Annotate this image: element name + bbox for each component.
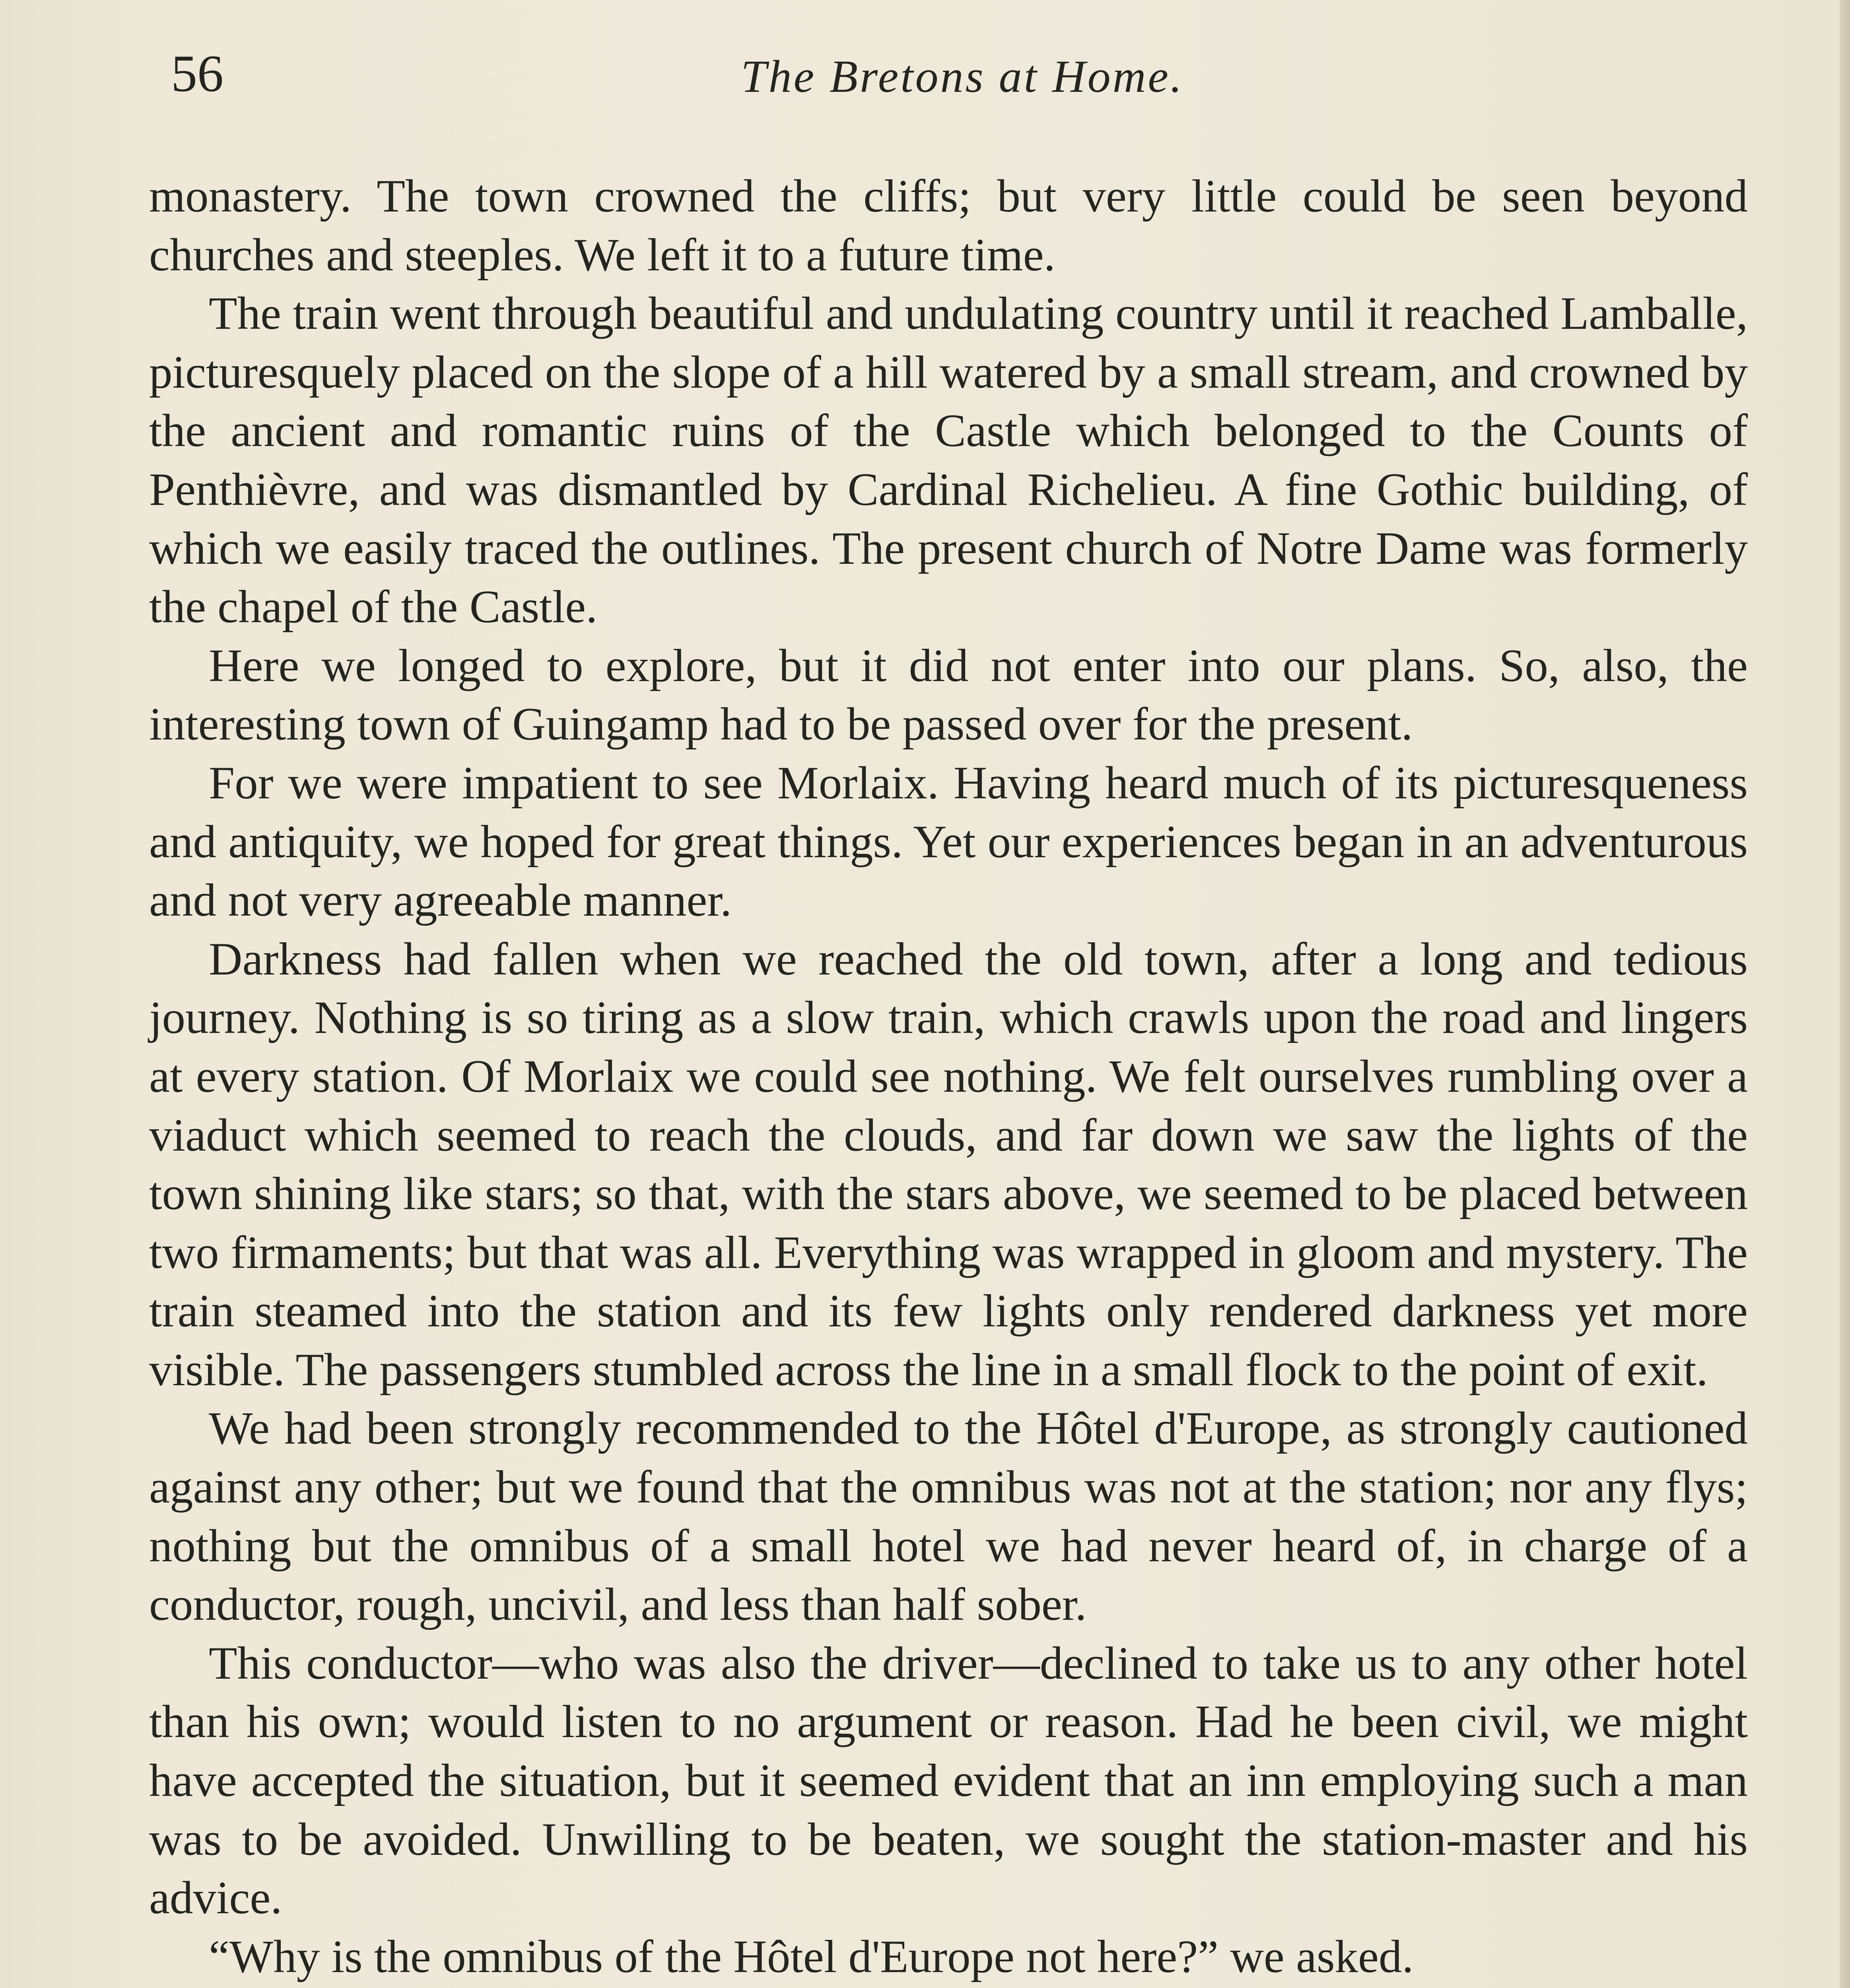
- paragraph-5: Darkness had fallen when we reached the old town, after a long and tedious journey. Nothing is so tiring as a slow train, which crawls upon the road and lingers at every station. Of Morlaix we could see nothing. We felt ourselves rumbling over a viaduct which seemed to reach the clouds, and far down we saw the lights of the town shining like stars; so that, with the stars above, we seemed to be placed between two firmaments; but that was all. Everything was wrapped in gloom and mystery. The train steamed into the station and its few lights only rendered darkness yet more visible. The passengers stumbled across the line in a small flock to the point of exit.: [149, 933, 1748, 1396]
- paragraph-2: The train went through beautiful and undulating country until it reached Lamballe, picturesquely placed on the slope of a hill watered by a small stream, and crowned by the ancient and romantic ruins of the Castle which belonged to the Counts of Penthièvre, and was dismantled by Cardinal Richelieu. A fine Gothic building, of which we easily traced the outlines. The present church of Notre Dame was formerly the chapel of the Castle.: [149, 288, 1748, 633]
- paragraph-6: We had been strongly recommended to the Hôtel d'Europe, as strongly cautioned against any other; but we found that the omnibus was not at the station; nor any flys; nothing but the omnibus of a small hotel we had never heard of, in charge of a conductor, rough, uncivil, and less than half sober.: [149, 1403, 1748, 1631]
- paragraph-7: This conductor—who was also the driver—declined to take us to any other hotel than his own; would listen to no argument or reason. Had he been civil, we might have accepted the situation, but it seemed evident that an inn employing such a man was to be avoided. Unwilling to be beaten, we sought the station-master and his advice.: [149, 1637, 1748, 1924]
- paragraph-4: For we were impatient to see Morlaix. Having heard much of its picturesqueness and antiquity, we hoped for great things. Yet our experiences began in an adventurous and not very agreeable manner.: [149, 757, 1748, 926]
- running-title: The Bretons at Home.: [741, 51, 1184, 102]
- paragraph-3: Here we longed to explore, but it did not enter into our plans. So, also, the interesting town of Guingamp had to be passed over for the present.: [149, 640, 1748, 750]
- page-header: [171, 42, 1754, 113]
- paragraph-1: monastery. The town crowned the cliffs; but very little could be seen beyond churches and steeples. We left it to a future time.: [149, 171, 1748, 281]
- paragraph-9: [149, 1986, 1748, 1988]
- paragraph-8: “Why is the omnibus of the Hôtel d'Europe not here?” we asked.: [209, 1931, 1414, 1982]
- page-edge: [1840, 0, 1850, 1988]
- page-number: 56: [171, 44, 223, 103]
- body-text: [149, 167, 1748, 1988]
